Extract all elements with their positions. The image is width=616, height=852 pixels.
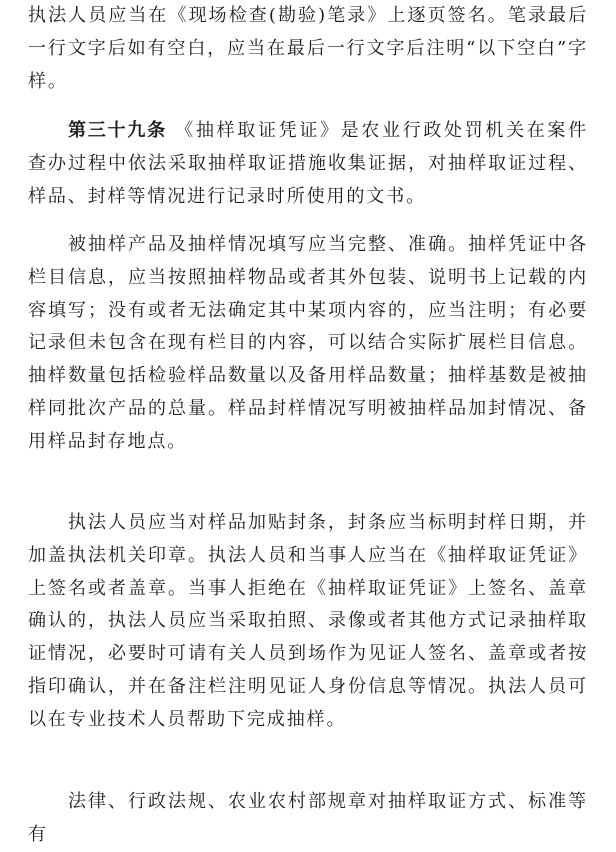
paragraph-signing-requirement bbox=[28, 0, 588, 98]
article-number: 第三十九条 bbox=[68, 120, 167, 141]
paragraph-text: 法律、行政法规、农业农村部规章对抽样取证方式、标准等有 bbox=[28, 791, 588, 845]
paragraph-text: 被抽样产品及抽样情况填写应当完整、准确。抽样凭证中各栏目信息，应当按照抽样物品或者其外包装、说明书上记载的内容填写；没有或者无法确定其中某项内容的，应当注明；有必要记录但未包含在现有栏目的内容，可以结合实际扩展栏目信息。抽样数量包括检验样品数量以及备用样品数量；抽样基数是被抽样同批次产品的总量。样品封样情况写明被抽样品加封情况、备用样品封存地点。 bbox=[28, 234, 588, 452]
paragraph-sealing-procedure bbox=[28, 507, 588, 737]
paragraph-text: 执法人员应当对样品加贴封条，封条应当标明封样日期，并加盖执法机关印章。执法人员和当事人应当在《抽样取证凭证》上签名或者盖章。当事人拒绝在《抽样取证凭证》上签名、盖章确认的，执法人员应当采取拍照、录像或者其他方式记录抽样取证情况，必要时可请有关人员到场作为见证人签名、盖章或者按指印确认，并在备注栏注明见证人身份信息等情况。执法人员可以在专业技术人员帮助下完成抽样。 bbox=[28, 512, 588, 730]
paragraph-article-39 bbox=[28, 115, 588, 213]
paragraph-text: 《抽样取证凭证》是农业行政处罚机关在案件查办过程中依法采取抽样取证措施收集证据，对抽样取证过程、样品、封样等情况进行记录时所使用的文书。 bbox=[28, 120, 589, 207]
paragraph-legal-standards bbox=[28, 786, 588, 845]
paragraph-sample-info bbox=[28, 229, 588, 459]
paragraph-text: 执法人员应当在《现场检查(勘验)笔录》上逐页签名。笔录最后一行文字后如有空白，应当在最后一行文字后注明“以下空白”字样。 bbox=[28, 5, 588, 92]
